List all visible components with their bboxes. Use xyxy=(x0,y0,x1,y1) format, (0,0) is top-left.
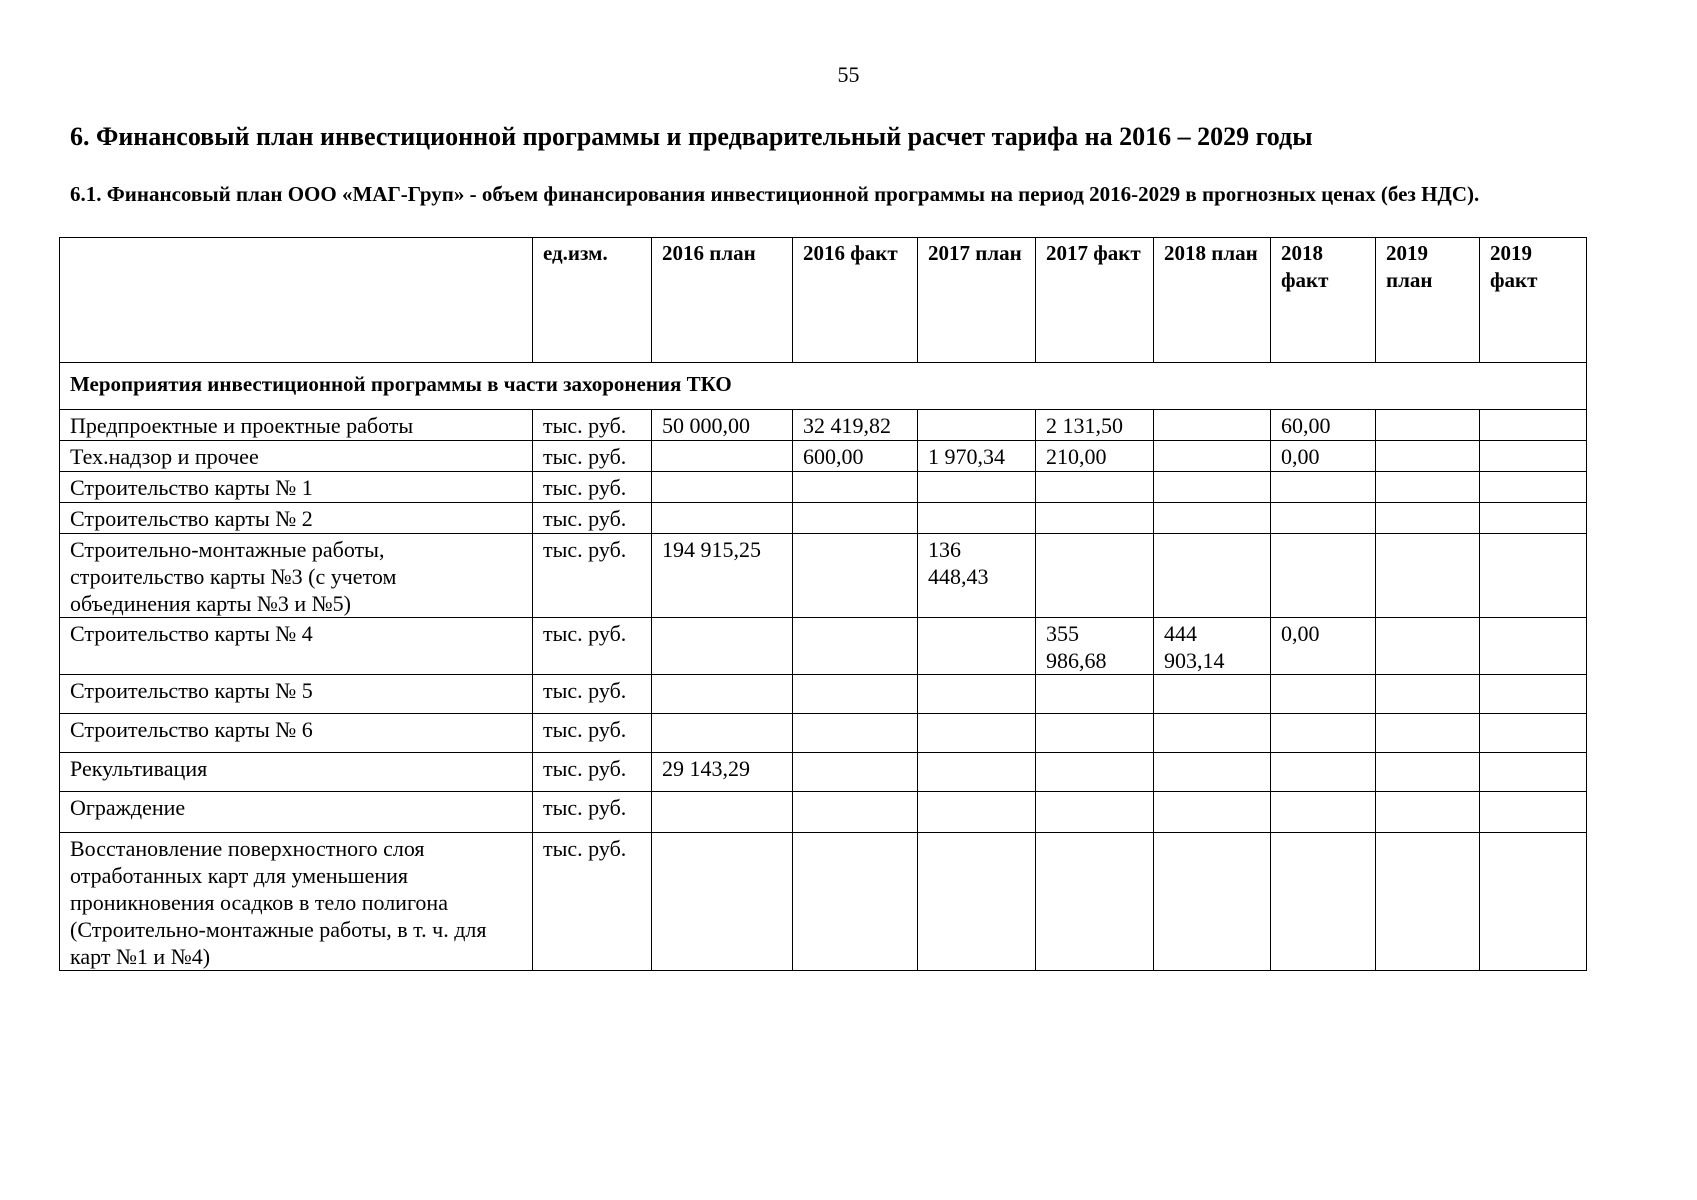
row-unit: тыс. руб. xyxy=(533,675,652,714)
row-name: Восстановление поверхностного слоя отработанных карт для уменьшения проникновения осадков в тело полигона (Строительно-монтажные работы, в т. ч. для карт №1 и №4) xyxy=(60,833,533,971)
cell-value xyxy=(1271,753,1376,792)
row-unit: тыс. руб. xyxy=(533,534,652,618)
cell-value xyxy=(652,503,793,534)
cell-value: 194 915,25 xyxy=(652,534,793,618)
cell-value xyxy=(918,675,1036,714)
table-row xyxy=(60,410,1587,441)
cell-value xyxy=(793,472,918,503)
cell-value xyxy=(1480,714,1587,753)
cell-value xyxy=(1154,675,1271,714)
financial-plan-table xyxy=(59,237,1587,971)
subsection-heading: 6.1. Финансовый план ООО «МАГ-Груп» - объем финансирования инвестиционной программы на период 2016-2029 в прогнозных ценах (без НДС). xyxy=(70,182,1480,206)
cell-value xyxy=(1271,833,1376,971)
cell-value xyxy=(1154,410,1271,441)
cell-value xyxy=(793,753,918,792)
cell-value: 210,00 xyxy=(1036,441,1154,472)
header-2017-fact: 2017 факт xyxy=(1036,238,1154,363)
cell-value xyxy=(1036,753,1154,792)
header-2018-plan: 2018 план xyxy=(1154,238,1271,363)
row-unit: тыс. руб. xyxy=(533,472,652,503)
cell-value xyxy=(1036,534,1154,618)
cell-value xyxy=(1480,753,1587,792)
cell-value xyxy=(918,753,1036,792)
row-unit: тыс. руб. xyxy=(533,410,652,441)
cell-value xyxy=(652,675,793,714)
table-row xyxy=(60,503,1587,534)
cell-value xyxy=(652,441,793,472)
cell-value xyxy=(1271,792,1376,833)
row-unit: тыс. руб. xyxy=(533,441,652,472)
cell-value xyxy=(1271,534,1376,618)
header-2017-plan: 2017 план xyxy=(918,238,1036,363)
row-name: Строительство карты № 5 xyxy=(60,675,533,714)
row-unit: тыс. руб. xyxy=(533,503,652,534)
cell-value xyxy=(1271,503,1376,534)
cell-value xyxy=(1154,714,1271,753)
cell-value xyxy=(1376,472,1480,503)
cell-value xyxy=(1154,503,1271,534)
table-row xyxy=(60,441,1587,472)
header-unit: ед.изм. xyxy=(533,238,652,363)
row-unit: тыс. руб. xyxy=(533,833,652,971)
cell-value xyxy=(1480,618,1587,675)
cell-value xyxy=(652,792,793,833)
header-2016-fact: 2016 факт xyxy=(793,238,918,363)
cell-value xyxy=(652,618,793,675)
cell-value: 136 448,43 xyxy=(918,534,1036,618)
cell-value xyxy=(793,714,918,753)
table-row xyxy=(60,714,1587,753)
header-2019-plan: 2019 план xyxy=(1376,238,1480,363)
row-name: Ограждение xyxy=(60,792,533,833)
cell-value xyxy=(1376,792,1480,833)
row-name: Строительно-монтажные работы, строительство карты №3 (с учетом объединения карты №3 и №5) xyxy=(60,534,533,618)
cell-value xyxy=(1480,675,1587,714)
header-2019-fact: 2019 факт xyxy=(1480,238,1587,363)
cell-value xyxy=(918,472,1036,503)
table-row xyxy=(60,753,1587,792)
cell-value xyxy=(652,472,793,503)
cell-value: 32 419,82 xyxy=(793,410,918,441)
cell-value xyxy=(1376,753,1480,792)
cell-value xyxy=(793,503,918,534)
row-name: Тех.надзор и прочее xyxy=(60,441,533,472)
cell-value xyxy=(793,618,918,675)
cell-value xyxy=(1271,472,1376,503)
cell-value xyxy=(1376,714,1480,753)
cell-value: 0,00 xyxy=(1271,441,1376,472)
cell-value xyxy=(1154,441,1271,472)
cell-value xyxy=(1154,833,1271,971)
cell-value: 29 143,29 xyxy=(652,753,793,792)
header-row xyxy=(60,238,1587,363)
cell-value xyxy=(1036,833,1154,971)
cell-value xyxy=(918,714,1036,753)
cell-value xyxy=(1036,503,1154,534)
table-row xyxy=(60,792,1587,833)
cell-value xyxy=(1154,753,1271,792)
cell-value xyxy=(1154,472,1271,503)
section-heading: 6. Финансовый план инвестиционной программы и предварительный расчет тарифа на 2016 – 2029 годы xyxy=(70,122,1313,151)
cell-value xyxy=(1480,441,1587,472)
section-row xyxy=(60,363,1587,410)
cell-value xyxy=(1480,833,1587,971)
table-row xyxy=(60,833,1587,971)
cell-value xyxy=(1376,675,1480,714)
cell-value xyxy=(918,618,1036,675)
table-row xyxy=(60,534,1587,618)
cell-value xyxy=(1376,833,1480,971)
cell-value xyxy=(1154,534,1271,618)
cell-value xyxy=(793,534,918,618)
cell-value xyxy=(918,410,1036,441)
cell-value: 444 903,14 xyxy=(1154,618,1271,675)
row-name: Рекультивация xyxy=(60,753,533,792)
cell-value: 0,00 xyxy=(1271,618,1376,675)
row-name: Строительство карты № 4 xyxy=(60,618,533,675)
cell-value: 60,00 xyxy=(1271,410,1376,441)
cell-value xyxy=(652,714,793,753)
cell-value xyxy=(793,675,918,714)
cell-value: 50 000,00 xyxy=(652,410,793,441)
table-row xyxy=(60,472,1587,503)
cell-value xyxy=(793,792,918,833)
cell-value xyxy=(1036,792,1154,833)
cell-value xyxy=(918,503,1036,534)
cell-value xyxy=(918,792,1036,833)
row-unit: тыс. руб. xyxy=(533,753,652,792)
header-2016-plan: 2016 план xyxy=(652,238,793,363)
cell-value xyxy=(652,833,793,971)
cell-value xyxy=(1480,792,1587,833)
cell-value xyxy=(1154,792,1271,833)
row-name: Строительство карты № 1 xyxy=(60,472,533,503)
row-name: Строительство карты № 2 xyxy=(60,503,533,534)
header-2018-fact: 2018 факт xyxy=(1271,238,1376,363)
cell-value xyxy=(1271,675,1376,714)
row-unit: тыс. руб. xyxy=(533,714,652,753)
page-number: 55 xyxy=(837,62,860,87)
cell-value xyxy=(1480,503,1587,534)
cell-value: 2 131,50 xyxy=(1036,410,1154,441)
header-name xyxy=(60,238,533,363)
cell-value xyxy=(1036,472,1154,503)
cell-value xyxy=(1036,714,1154,753)
cell-value xyxy=(1376,503,1480,534)
row-unit: тыс. руб. xyxy=(533,618,652,675)
cell-value xyxy=(918,833,1036,971)
cell-value: 355 986,68 xyxy=(1036,618,1154,675)
cell-value xyxy=(1376,534,1480,618)
cell-value xyxy=(1376,618,1480,675)
cell-value xyxy=(1480,534,1587,618)
table-row xyxy=(60,618,1587,675)
table-row xyxy=(60,675,1587,714)
cell-value xyxy=(1036,675,1154,714)
cell-value xyxy=(1376,441,1480,472)
cell-value xyxy=(1376,410,1480,441)
cell-value xyxy=(1271,714,1376,753)
section-title: Мероприятия инвестиционной программы в части захоронения ТКО xyxy=(60,363,1587,410)
cell-value xyxy=(1480,410,1587,441)
cell-value xyxy=(1480,472,1587,503)
cell-value xyxy=(793,833,918,971)
row-name: Строительство карты № 6 xyxy=(60,714,533,753)
cell-value: 1 970,34 xyxy=(918,441,1036,472)
cell-value: 600,00 xyxy=(793,441,918,472)
row-name: Предпроектные и проектные работы xyxy=(60,410,533,441)
row-unit: тыс. руб. xyxy=(533,792,652,833)
